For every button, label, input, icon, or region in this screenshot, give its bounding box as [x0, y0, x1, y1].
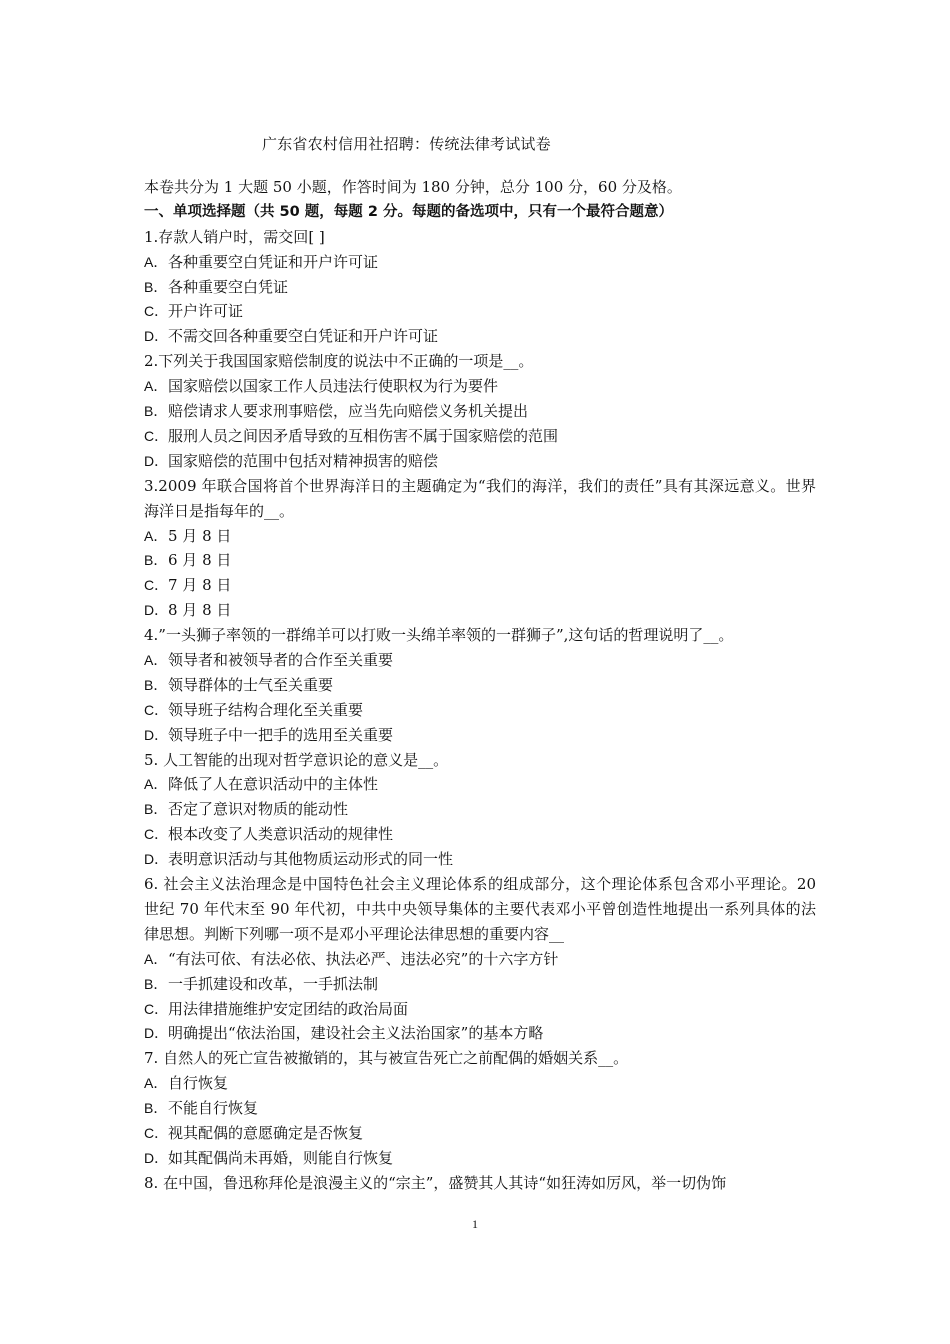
- option-text: 7 月 8 日: [168, 576, 232, 595]
- option-key: A．: [144, 776, 168, 793]
- option-text: 领导群体的士气至关重要: [168, 675, 334, 694]
- option-row: [144, 847, 816, 872]
- section-heading: 一、单项选择题（共 50 题，每题 2 分。每题的备选项中，只有一个最符合题意）: [144, 203, 673, 220]
- option-key: C．: [144, 427, 169, 444]
- option-text: 各种重要空白凭证: [168, 277, 289, 296]
- option-row: [144, 1096, 816, 1121]
- option-row: [144, 424, 816, 449]
- option-row: [144, 947, 816, 972]
- option-row: [144, 524, 816, 549]
- exam-intro: 本卷共分为 1 大题 50 小题，作答时间为 180 分钟，总分 100 分，60 分及格。: [144, 178, 682, 196]
- option-text: 不能自行恢复: [168, 1099, 259, 1118]
- option-key: B．: [144, 278, 168, 295]
- option-row: [144, 1071, 816, 1096]
- option-key: D．: [144, 1149, 169, 1166]
- option-key: D．: [144, 452, 169, 469]
- option-text: 一手抓建设和改革，一手抓法制: [168, 974, 379, 993]
- option-row: [144, 648, 816, 673]
- option-text: 赔偿请求人要求刑事赔偿，应当先向赔偿义务机关提出: [168, 402, 529, 421]
- question-stem: 3.2009 年联合国将首个世界海洋日的主题确定为“我们的海洋，我们的责任”具有其深远意义。世界海洋日是指每年的__。: [144, 476, 816, 520]
- option-key: B．: [144, 676, 168, 693]
- option-row: [144, 324, 816, 349]
- question-item: [144, 349, 816, 473]
- option-key: D．: [144, 328, 169, 345]
- option-text: 6 月 8 日: [168, 551, 232, 570]
- option-key: D．: [144, 602, 169, 619]
- option-key: A．: [144, 950, 168, 967]
- option-text: 国家赔偿的范围中包括对精神损害的赔偿: [168, 451, 439, 470]
- option-key: C．: [144, 826, 169, 843]
- option-text: 5 月 8 日: [168, 526, 232, 545]
- option-row: [144, 822, 816, 847]
- option-row: [144, 299, 816, 324]
- question-stem: 8. 在中国，鲁迅称拜伦是浪漫主义的“宗主”，盛赞其人其诗“如狂涛如厉风，举一切伪饰: [144, 1173, 727, 1192]
- option-key: D．: [144, 851, 169, 868]
- exam-title: 广东省农村信用社招聘：传统法律考试试卷: [262, 135, 551, 153]
- option-row: [144, 275, 816, 300]
- option-text: 8 月 8 日: [168, 601, 232, 620]
- option-key: D．: [144, 726, 169, 743]
- question-item: [144, 474, 816, 623]
- question-item: [144, 872, 816, 1046]
- option-text: 领导班子结构合理化至关重要: [168, 700, 364, 719]
- option-key: A．: [144, 1075, 168, 1092]
- option-row: [144, 997, 816, 1022]
- question-item: [144, 1171, 816, 1196]
- question-item: [144, 225, 816, 349]
- option-key: B．: [144, 552, 168, 569]
- option-key: B．: [144, 801, 168, 818]
- exam-body: [144, 175, 816, 1196]
- option-key: C．: [144, 1125, 169, 1141]
- option-text: 降低了人在意识活动中的主体性: [168, 775, 379, 794]
- option-text: “有法可依、有法必依、执法必严、违法必究”的十六字方针: [168, 949, 559, 968]
- option-row: [144, 698, 816, 723]
- question-stem: 2.下列关于我国国家赔偿制度的说法中不正确的一项是__。: [144, 352, 534, 371]
- option-row: [144, 1021, 816, 1046]
- question-item: [144, 1046, 816, 1170]
- option-text: 服刑人员之间因矛盾导致的互相伤害不属于国家赔偿的范围: [168, 426, 559, 445]
- option-row: [144, 1146, 816, 1171]
- question-stem: 7. 自然人的死亡宣告被撤销的，其与被宣告死亡之前配偶的婚姻关系__。: [144, 1049, 629, 1068]
- option-row: [144, 1121, 816, 1146]
- option-text: 开户许可证: [168, 302, 244, 321]
- option-row: [144, 673, 816, 698]
- option-row: [144, 797, 816, 822]
- question-item: [144, 748, 816, 872]
- question-item: [144, 623, 816, 747]
- option-key: C．: [144, 303, 169, 320]
- option-text: 领导者和被领导者的合作至关重要: [168, 651, 394, 669]
- option-key: C．: [144, 701, 169, 718]
- option-row: [144, 449, 816, 474]
- option-key: A．: [144, 652, 168, 668]
- option-key: C．: [144, 577, 169, 594]
- option-text: 用法律措施维护安定团结的政治局面: [168, 999, 409, 1018]
- option-text: 如其配偶尚未再婚，则能自行恢复: [168, 1148, 394, 1167]
- question-stem: 4.”一头狮子率领的一群绵羊可以打败一头绵羊率领的一群狮子”,这句话的哲理说明了__。: [144, 626, 734, 645]
- option-text: 否定了意识对物质的能动性: [168, 800, 349, 819]
- option-row: [144, 250, 816, 275]
- option-row: [144, 598, 816, 623]
- option-row: [144, 573, 816, 598]
- option-row: [144, 548, 816, 573]
- page-number: 1: [472, 1217, 478, 1231]
- option-text: 视其配偶的意愿确定是否恢复: [168, 1124, 364, 1142]
- option-key: B．: [144, 975, 168, 992]
- option-key: A．: [144, 253, 168, 270]
- option-text: 明确提出“依法治国，建设社会主义法治国家”的基本方略: [168, 1024, 544, 1043]
- option-key: D．: [144, 1025, 169, 1042]
- option-key: C．: [144, 1000, 169, 1017]
- option-row: [144, 374, 816, 399]
- option-key: B．: [144, 1100, 168, 1117]
- question-stem: 1.存款人销户时，需交回[ ]: [144, 227, 325, 246]
- option-key: B．: [144, 403, 168, 420]
- option-row: [144, 972, 816, 997]
- option-text: 国家赔偿以国家工作人员违法行使职权为行为要件: [168, 377, 499, 396]
- option-text: 不需交回各种重要空白凭证和开户许可证: [168, 327, 439, 346]
- option-row: [144, 723, 816, 748]
- option-row: [144, 772, 816, 797]
- question-stem: 5. 人工智能的出现对哲学意识论的意义是__。: [144, 750, 449, 769]
- question-list: [144, 225, 816, 1196]
- option-key: A．: [144, 378, 168, 395]
- option-key: A．: [144, 527, 168, 544]
- option-text: 表明意识活动与其他物质运动形式的同一性: [168, 850, 454, 869]
- question-stem: 6. 社会主义法治理念是中国特色社会主义理论体系的组成部分，这个理论体系包含邓小平理论。20 世纪 70 年代末至 90 年代初，中共中央领导集体的主要代表邓小平曾创造性地提出一系列具体的法律思想。判断下列哪一项不是邓小平理论法律思想的重要内容__: [144, 875, 816, 943]
- option-text: 自行恢复: [168, 1074, 229, 1093]
- option-row: [144, 399, 816, 424]
- option-text: 领导班子中一把手的选用至关重要: [168, 725, 394, 744]
- option-text: 根本改变了人类意识活动的规律性: [168, 825, 394, 844]
- option-text: 各种重要空白凭证和开户许可证: [168, 252, 379, 271]
